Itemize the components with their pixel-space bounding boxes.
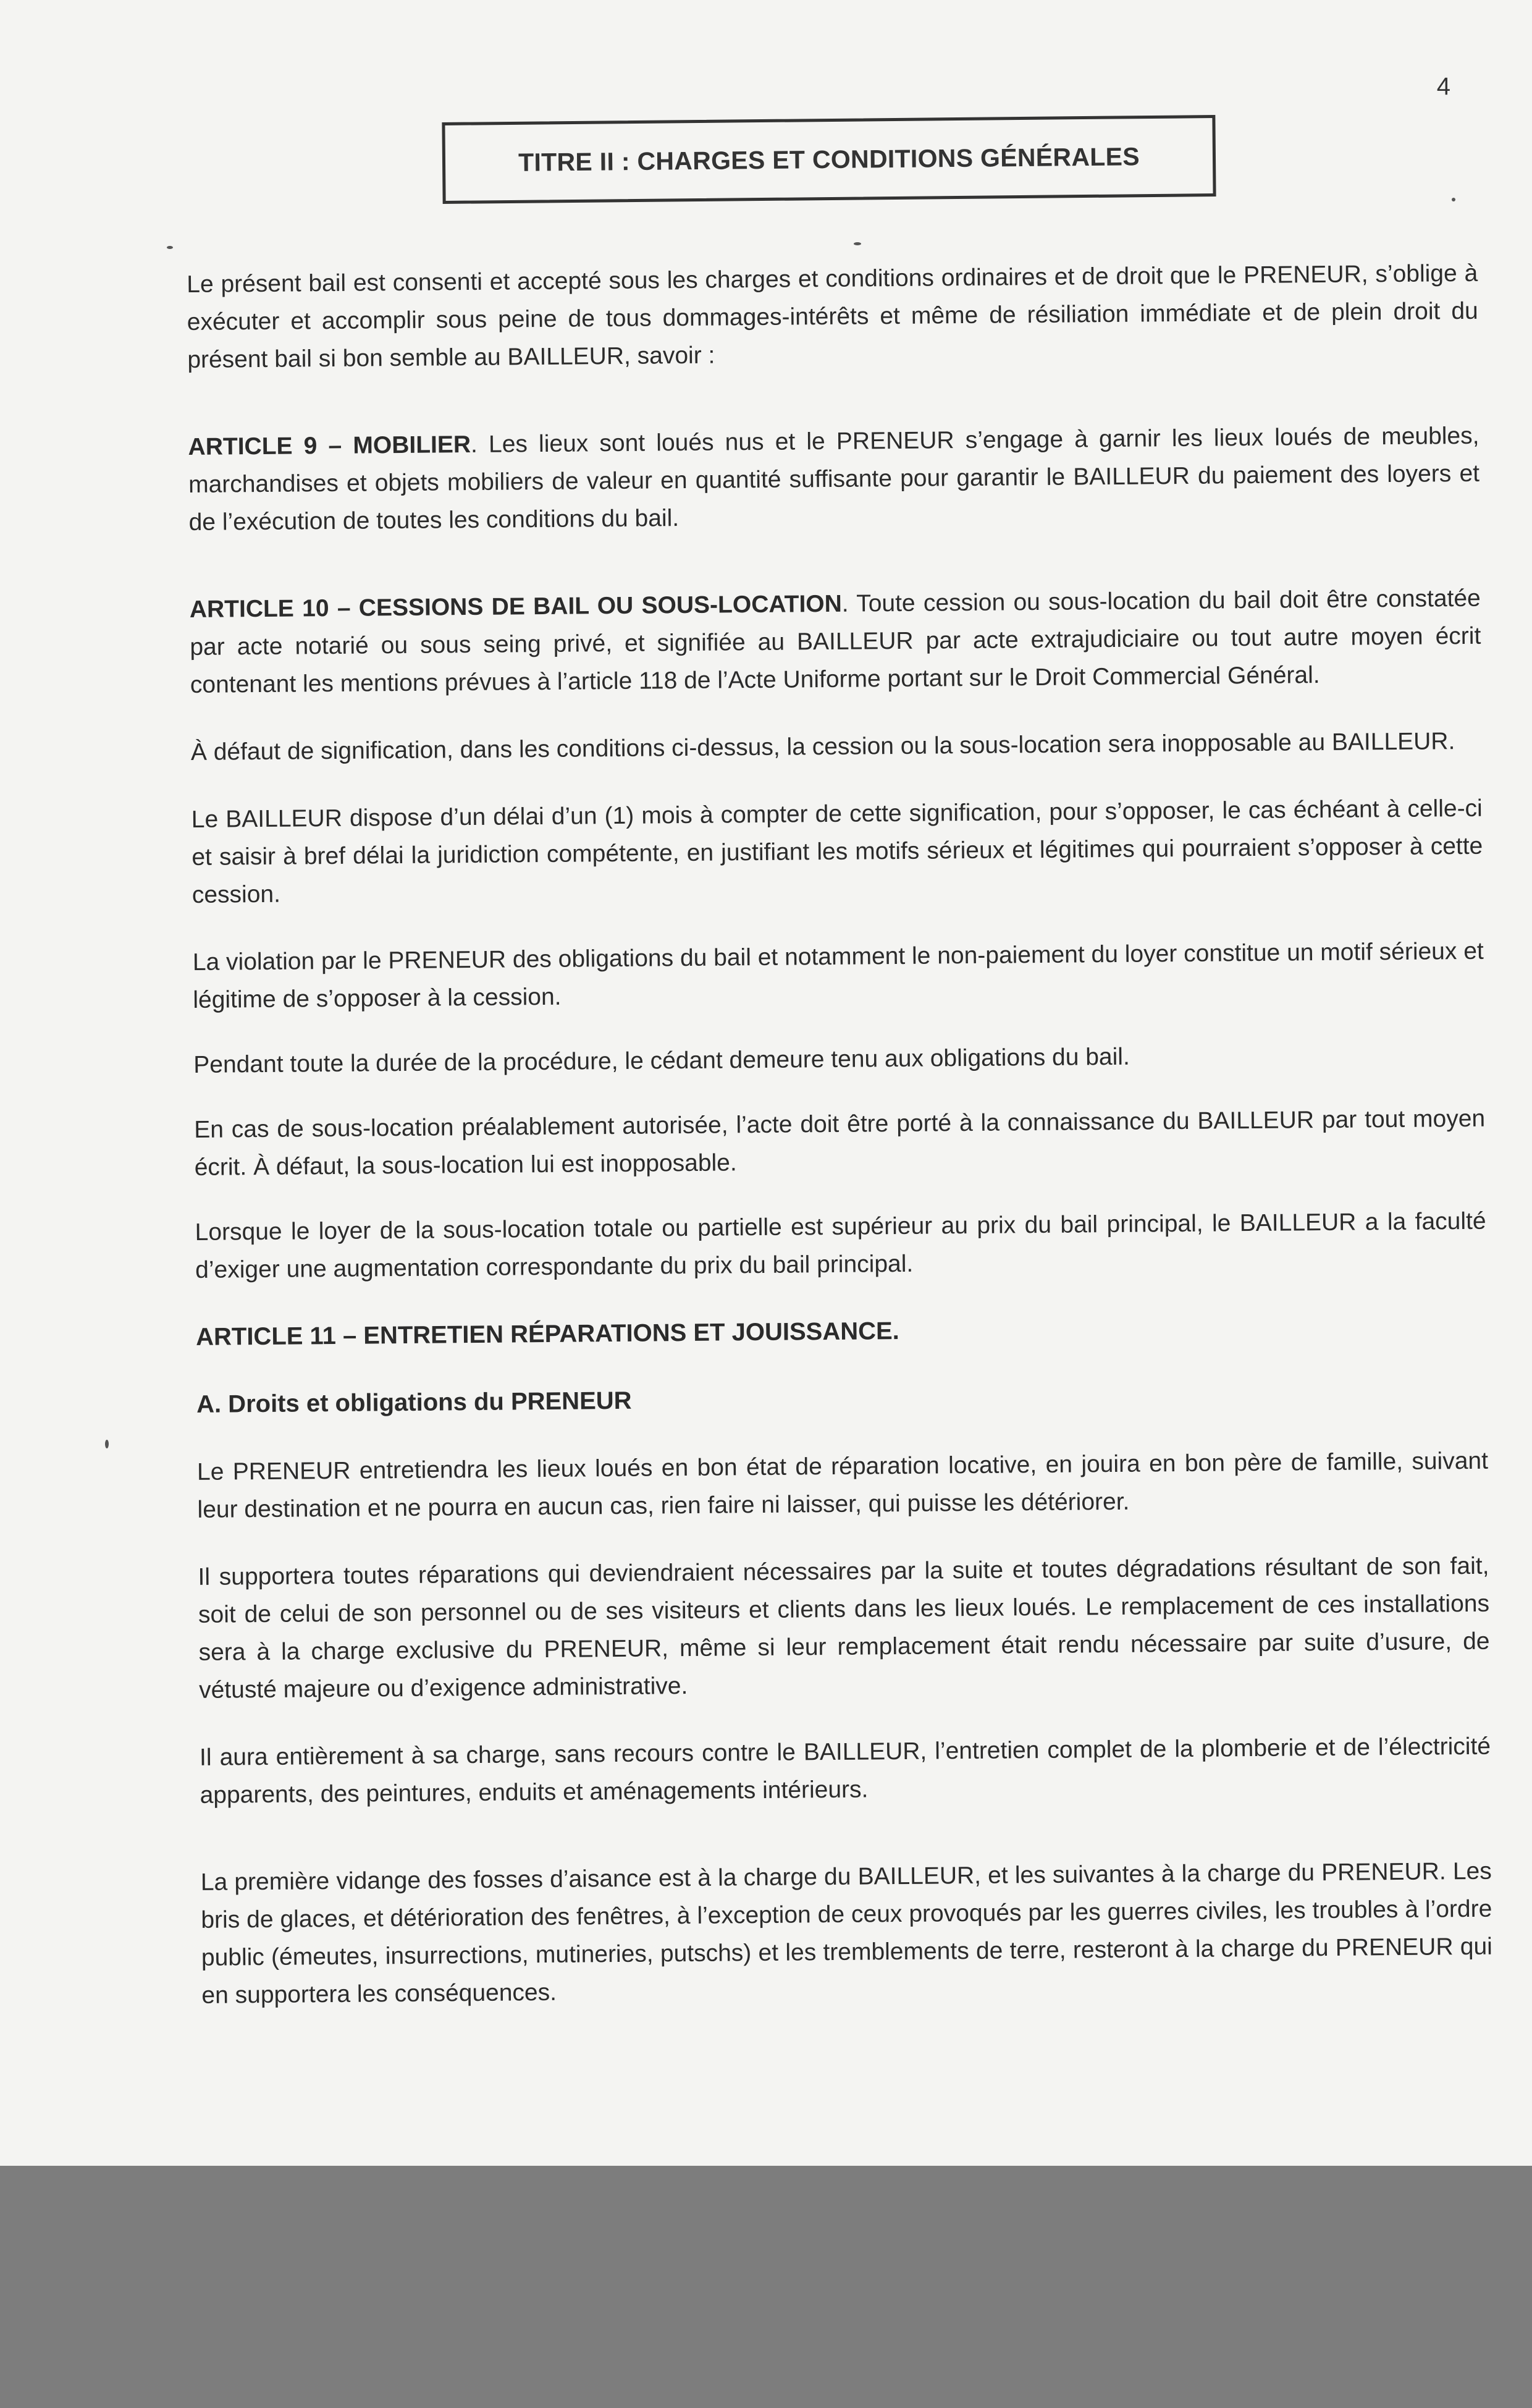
scan-speck [105, 1440, 109, 1448]
article-10-para-6: Lorsque le loyer de la sous-location totale ou partielle est supérieur au prix du bail principal, le BAILLEUR a la faculté d’exiger une augmentation correspondante du prix du bail principal. [195, 1207, 1486, 1283]
article-11-subheading: A. Droits et obligations du PRENEUR [196, 1387, 632, 1418]
scan-speck [167, 246, 173, 249]
article-10-para-4: Pendant toute la durée de la procédure, le cédant demeure tenu aux obligations du bail. [193, 1043, 1130, 1078]
scan-speck [854, 242, 861, 245]
article-11-para-4: La première vidange des fosses d’aisance est à la charge du BAILLEUR, et les suivantes à la charge du PRENEUR. Les bris de glaces, et détérioration des fenêtres, à l’exception de ceux provoqués par les guerres civiles, les troubles à l’ordre public (émeutes, insurrections, mutineries, putschs) et les tremblements de terre, resteront à la charge du PRENEUR qui en supportera les conséquences. [200, 1857, 1493, 2009]
article-11-heading: ARTICLE 11 – ENTRETIEN RÉPARATIONS ET JOUISSANCE. [195, 1317, 899, 1351]
article-11-para-2: Il supportera toutes réparations qui deviendraient nécessaires par la suite et toutes dégradations résultant de son fait, soit de celui de son personnel ou de ses visiteurs et clients dans les lieux loués. Le remplacement de ces installations sera à la charge exclusive du PRENEUR, même si leur remplacement était rendu nécessaire par suite d’usure, de vétusté majeure ou d’exigence administrative. [198, 1552, 1490, 1704]
title-box [442, 115, 1216, 204]
article-10-text: . Toute cession ou sous-location du bail doit être constatée par acte notarié ou sous seing privé, et signifiée au BAILLEUR par acte extrajudiciaire ou tout autre moyen écrit contenant les mentions prévues à l’article 118 de l’Acte Uniforme portant sur le Droit Commercial Général. [190, 585, 1481, 698]
scan-speck [1452, 198, 1455, 201]
article-11-para-1: Le PRENEUR entretiendra les lieux loués en bon état de réparation locative, en jouira en bon père de famille, suivant leur destination et ne pourra en aucun cas, rien faire ni laisser, qui puisse les détériorer. [196, 1447, 1489, 1523]
article-9-paragraph [188, 417, 1480, 541]
scanner-bed-background [0, 2166, 1532, 2408]
page-number: 4 [1436, 73, 1450, 100]
article-10-para-3: La violation par le PRENEUR des obligations du bail et notamment le non-paiement du loyer constitue un motif sérieux et légitime de s’opposer à la cession. [192, 937, 1484, 1013]
article-10-paragraph [190, 580, 1482, 704]
page-title: TITRE II : CHARGES ET CONDITIONS GÉNÉRALES [518, 142, 1140, 177]
article-9-text: . Les lieux sont loués nus et le PRENEUR s’engage à garnir les lieux loués de meubles, marchandises et objets mobiliers de valeur en quantité suffisante pour garantir le BAILLEUR du paiement des loyers et de l’exécution de toutes les conditions du bail. [188, 422, 1480, 536]
article-10-heading: ARTICLE 10 – CESSIONS DE BAIL OU SOUS-LOCATION [189, 590, 842, 623]
article-10-para-1: À défaut de signification, dans les conditions ci-dessus, la cession ou la sous-location sera inopposable au BAILLEUR. [190, 728, 1455, 766]
intro-paragraph: Le présent bail est consenti et accepté sous les charges et conditions ordinaires et de droit que le PRENEUR, s’oblige à exécuter et accomplir sous peine de tous dommages-intérêts et même de résiliation immédiate et de plein droit du présent bail si bon semble au BAILLEUR, savoir : [187, 260, 1478, 373]
article-10-para-5: En cas de sous-location préalablement autorisée, l’acte doit être porté à la connaissance du BAILLEUR par tout moyen écrit. À défaut, la sous-location lui est inopposable. [194, 1105, 1486, 1181]
article-9-heading: ARTICLE 9 – MOBILIER [188, 431, 471, 460]
article-10-para-2: Le BAILLEUR dispose d’un délai d’un (1) mois à compter de cette signification, pour s’opposer, le cas échéant à celle-ci et saisir à bref délai la juridiction compétente, en justifiant les motifs sérieux et légitimes qui pourraient s’opposer à cette cession. [191, 795, 1483, 908]
article-11-para-3: Il aura entièrement à sa charge, sans recours contre le BAILLEUR, l’entretien complet de la plomberie et de l’électricité apparents, des peintures, enduits et aménagements intérieurs. [199, 1733, 1491, 1809]
document-body [187, 255, 1493, 2014]
